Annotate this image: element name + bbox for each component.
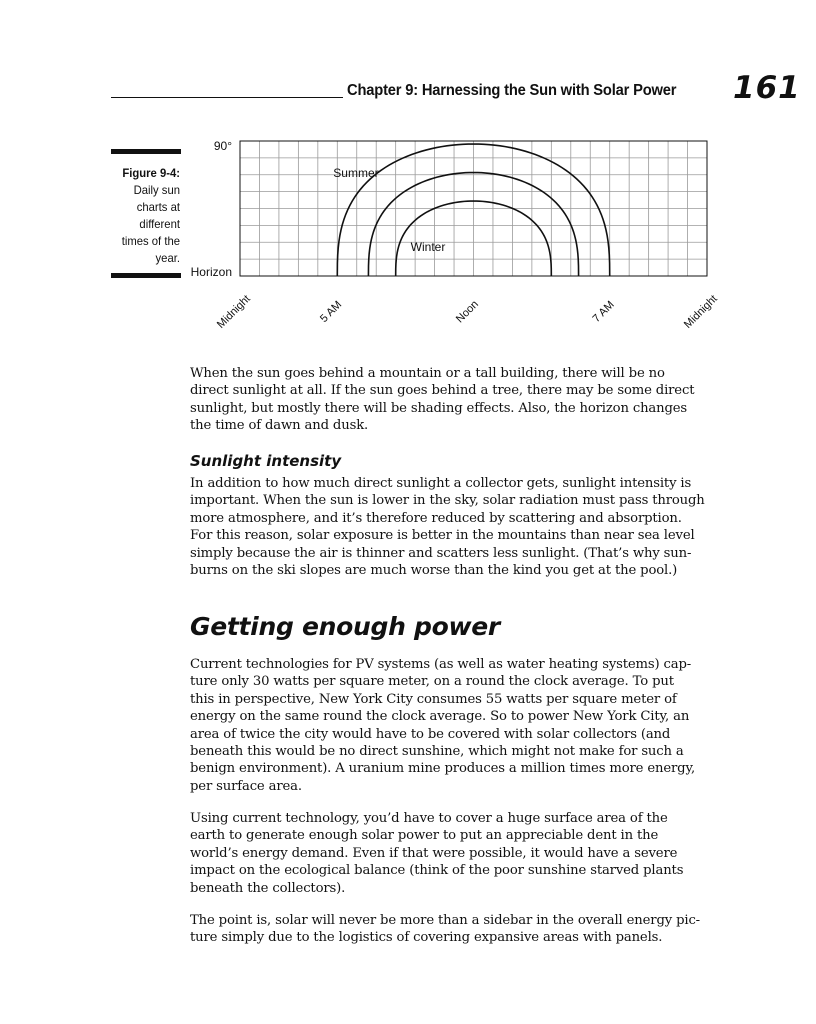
text-line: The point is, solar will never be more than a sidebar in the overall energy pic-: [190, 913, 700, 928]
figure-label: Figure 9-4:: [122, 166, 180, 180]
caption-line: charts at: [136, 200, 180, 214]
text-line: more atmosphere, and it’s therefore reduced by scattering and absorption.: [190, 510, 682, 526]
section-heading-getting-enough-power: Getting enough power: [190, 612, 500, 641]
text-line: per surface area.: [190, 778, 302, 794]
series-label-summer: Summer: [333, 166, 379, 180]
sun-chart: [0, 0, 816, 340]
text-line: sunlight, but mostly there will be shading effects. Also, the horizon changes: [190, 400, 688, 416]
x-tick-label: 7 AM: [590, 298, 617, 325]
text-line: direct sunlight at all. If the sun goes behind a tree, there may be some direct: [190, 383, 695, 399]
text-line: ture simply due to the logistics of covering expansive areas with panels.: [190, 930, 663, 946]
text-line: world’s energy demand. Even if that were possible, it would have a severe: [190, 845, 678, 861]
caption-line: different: [139, 217, 180, 231]
text-line: important. When the sun is lower in the sky, solar radiation must pass through: [190, 493, 705, 509]
text-line: energy on the same round the clock average. So to power New York City, an: [190, 709, 690, 725]
intensity-paragraph: [190, 475, 710, 579]
text-line: simply because the air is thinner and scatters less sunlight. (That’s why sun-: [190, 545, 692, 561]
intro-paragraph: [190, 365, 710, 435]
power-paragraph-1: [190, 656, 710, 795]
text-line: In addition to how much direct sunlight a collector gets, sunlight intensity is: [190, 476, 692, 491]
caption-line: year.: [155, 251, 180, 265]
page-number: 161: [733, 70, 801, 106]
text-line: beneath the collectors).: [190, 880, 346, 896]
x-tick-label: Midnight: [214, 292, 253, 331]
text-line: For this reason, solar exposure is better in the mountains than near sea level: [190, 528, 695, 544]
text-line: beneath this would be no direct sunshine, which might not make for such a: [190, 744, 684, 760]
y-axis-horizon-label: Horizon: [190, 265, 232, 279]
x-tick-label: Noon: [453, 298, 481, 326]
caption-line: Daily sun: [133, 183, 180, 197]
chart-grid: [240, 141, 707, 276]
y-axis-top-label: 90°: [213, 139, 232, 153]
text-line: Using current technology, you’d have to cover a huge surface area of the: [190, 811, 668, 826]
text-line: earth to generate enough solar power to put an appreciable dent in the: [190, 828, 659, 844]
text-line: burns on the ski slopes are much worse than the kind you get at the pool.): [190, 563, 678, 579]
text-line: Current technologies for PV systems (as well as water heating systems) cap-: [190, 657, 692, 672]
series-label-winter: Winter: [410, 240, 446, 254]
text-line: When the sun goes behind a mountain or a tall building, there will be no: [190, 366, 665, 381]
text-line: impact on the ecological balance (think of the poor sunshine starved plants: [190, 863, 684, 879]
x-tick-label: 5 AM: [318, 298, 345, 325]
chapter-title: Chapter 9: Harnessing the Sun with Solar Power: [347, 82, 677, 99]
text-line: ture only 30 watts per square meter, on a round the clock average. To put: [190, 674, 674, 690]
text-line: the time of dawn and dusk.: [190, 418, 369, 434]
caption-line: times of the: [121, 234, 180, 248]
text-line: benign environment). A uranium mine produces a million times more energy,: [190, 761, 696, 777]
subheading-sunlight-intensity: Sunlight intensity: [190, 452, 342, 470]
x-tick-labels: [215, 293, 720, 331]
power-paragraph-3: [190, 912, 710, 947]
x-tick-label: Midnight: [681, 292, 720, 331]
text-line: area of twice the city would have to be covered with solar collectors (and: [190, 726, 671, 742]
power-paragraph-2: [190, 810, 710, 897]
text-line: this in perspective, New York City consumes 55 watts per square meter of: [190, 691, 677, 707]
